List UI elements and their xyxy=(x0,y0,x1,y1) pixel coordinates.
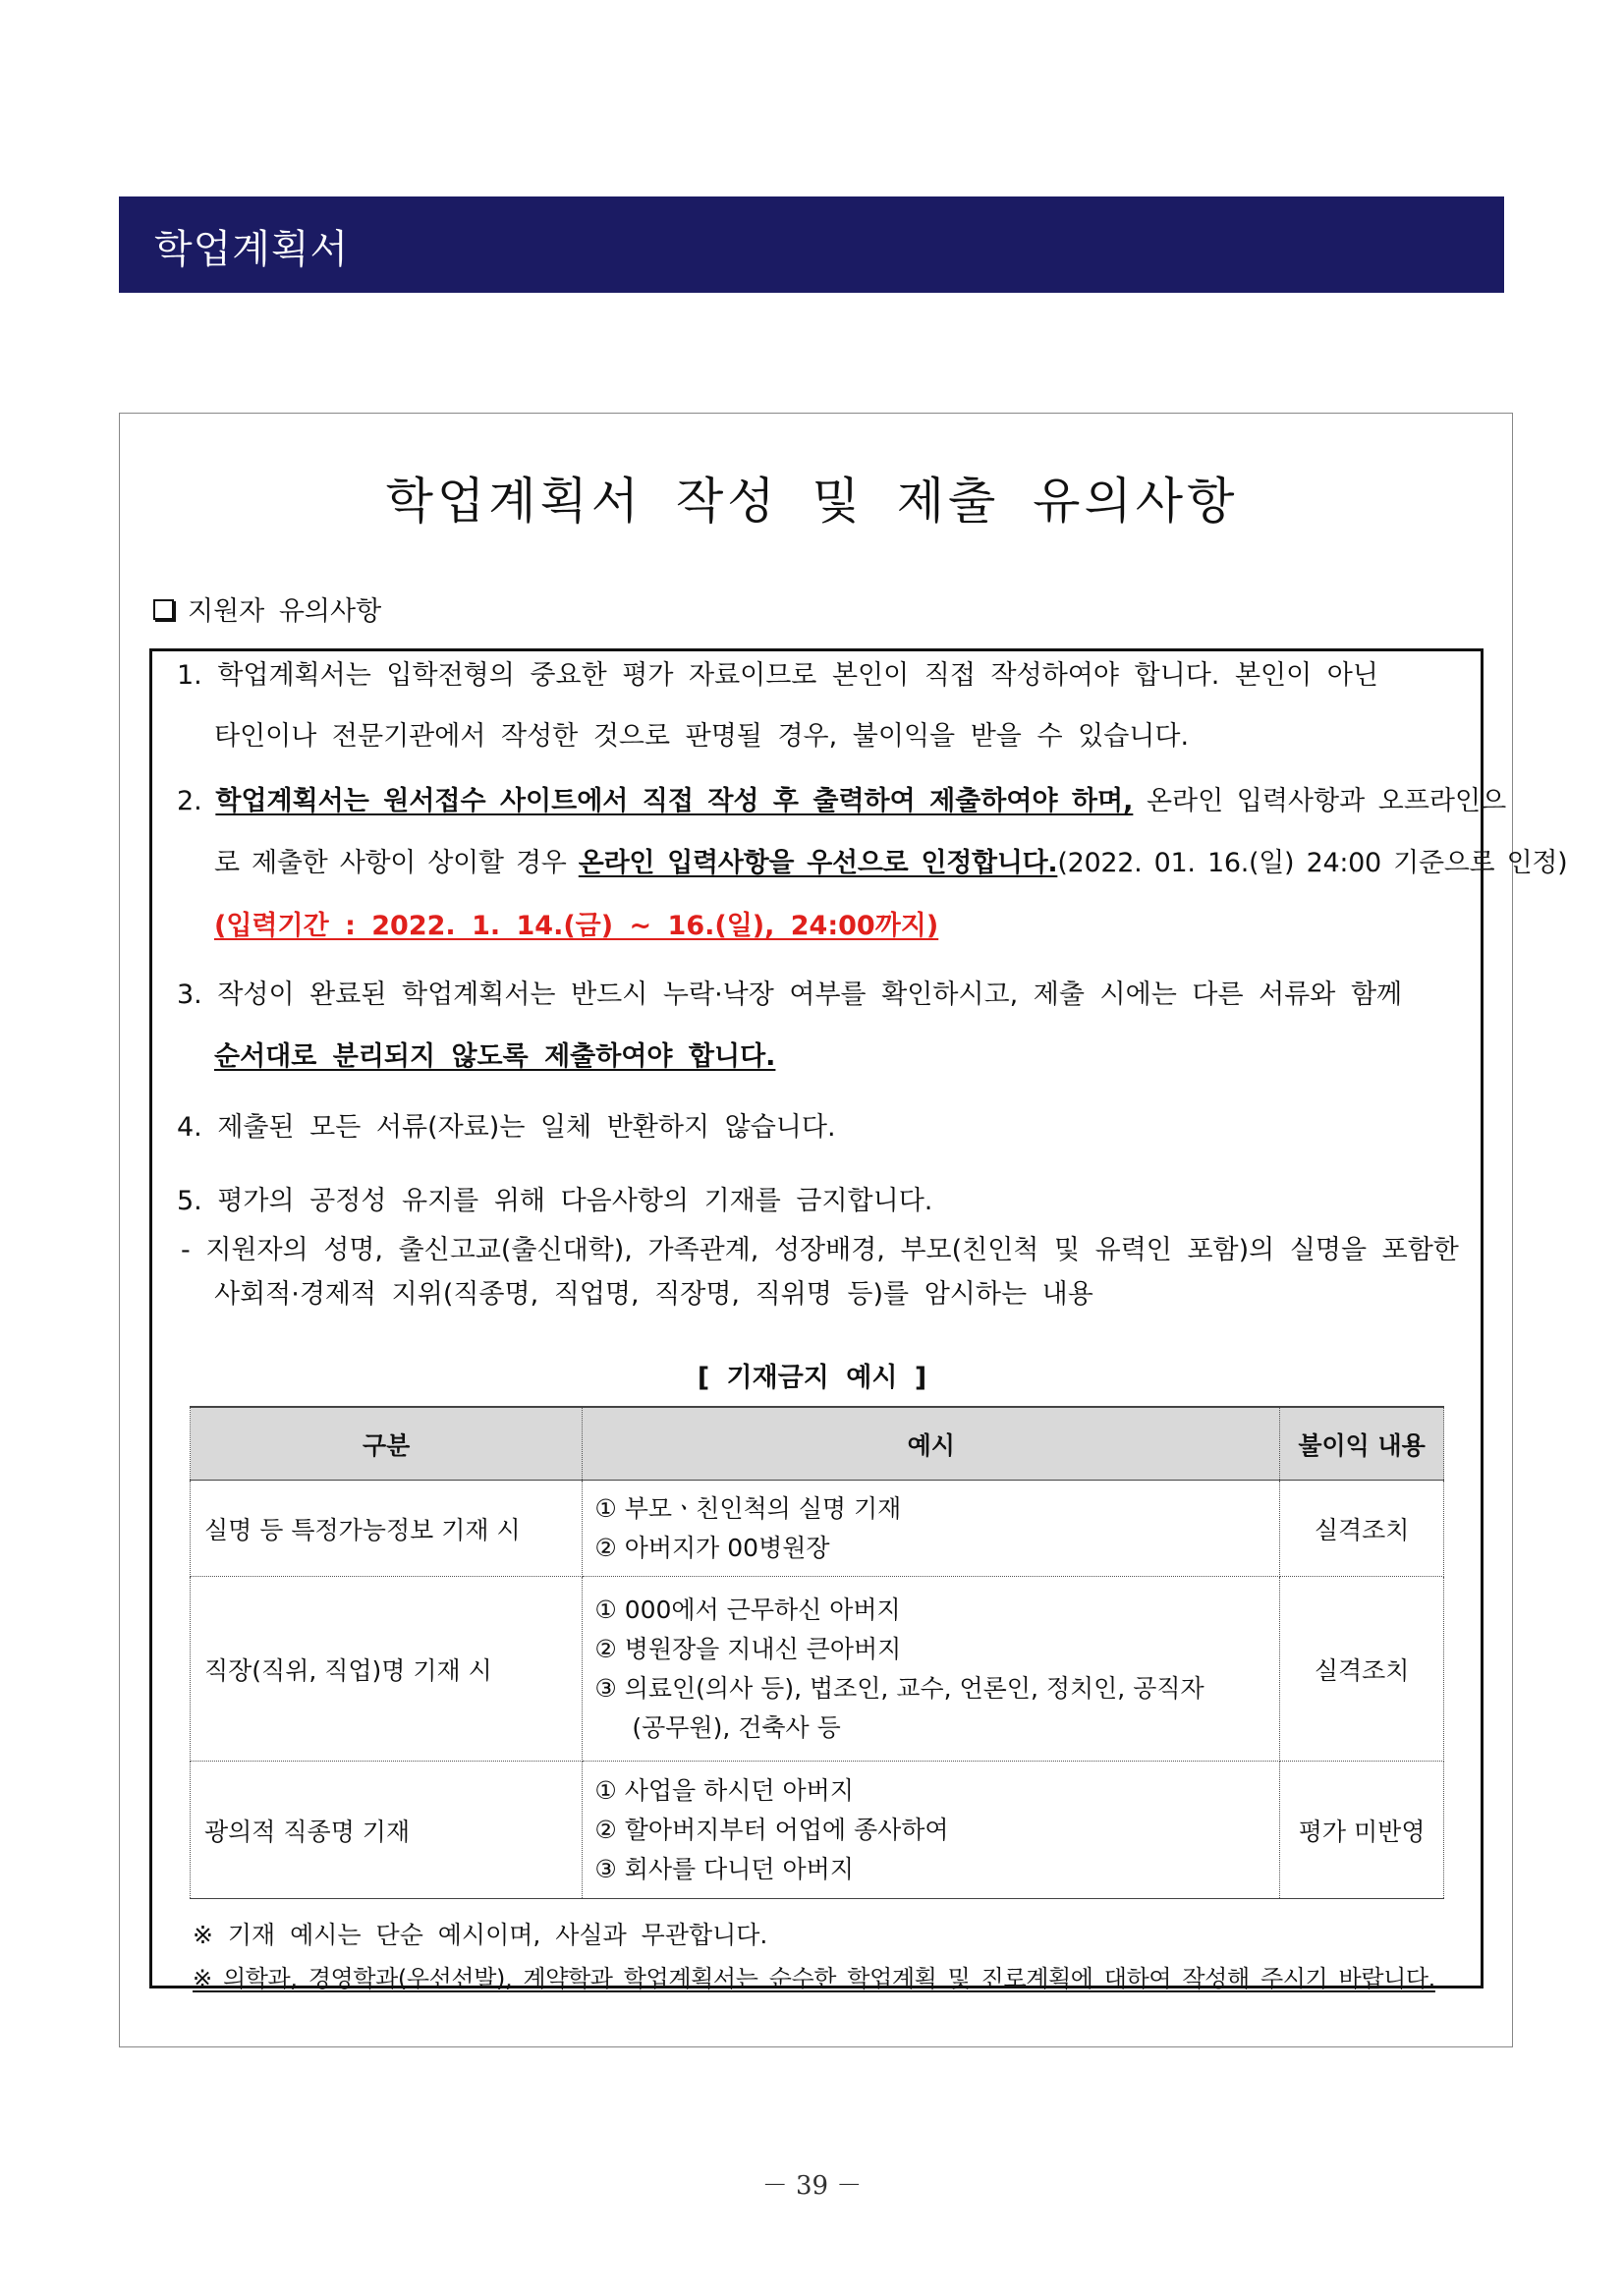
example-item: ② 병원장을 지내신 큰아버지 xyxy=(594,1634,902,1663)
item1-line2: 타인이나 전문기관에서 작성한 것으로 판명될 경우, 불이익을 받을 수 있습니다. xyxy=(214,721,1190,752)
example-item: ① 부모ㆍ친인척의 실명 기재 xyxy=(594,1493,902,1523)
row-category: 실명 등 특정가능정보 기재 시 xyxy=(191,1481,583,1577)
item4-line1: 4. 제출된 모든 서류(자료)는 일체 반환하지 않습니다. xyxy=(177,1112,836,1143)
table-header-row xyxy=(191,1407,1444,1481)
note-department-guidance: ※ 의학과, 경영학과(우선선발), 계약학과 학업계획서는 순수한 학업계획 및 진로계획에 대하여 작성해 주시기 바랍니다. xyxy=(193,1965,1435,1992)
input-period-notice: (입력기간 : 2022. 1. 14.(금) ~ 16.(일), 24:00까지) xyxy=(214,911,939,941)
example-item-cont-text: (공무원), 건축사 등 xyxy=(632,1712,841,1742)
row-penalty: 실격조치 xyxy=(1280,1577,1444,1762)
examples-title: [ 기재금지 예시 ] xyxy=(697,1363,927,1393)
example-item: ② 할아버지부터 어업에 종사하여 xyxy=(594,1815,949,1844)
section-header-bar xyxy=(119,196,1504,293)
table-row xyxy=(191,1762,1444,1899)
document-title: 학업계획서 작성 및 제출 유의사항 xyxy=(385,473,1239,530)
row-examples xyxy=(583,1762,1280,1899)
example-item: ① 사업을 하시던 아버지 xyxy=(594,1775,854,1805)
checkbox-square-icon xyxy=(153,599,174,620)
item2-line1-rest: 온라인 입력사항과 오프라인으 xyxy=(1133,786,1507,816)
row-category: 광의적 직종명 기재 xyxy=(191,1762,583,1899)
example-item: ① 000에서 근무하신 아버지 xyxy=(594,1595,901,1624)
item3-line2: 순서대로 분리되지 않도록 제출하여야 합니다. xyxy=(214,1041,776,1072)
example-item-continuation xyxy=(594,1708,1269,1748)
header-category: 구분 xyxy=(191,1407,583,1481)
item1-line1: 1. 학업계획서는 입학전형의 중요한 평가 자료이므로 본인이 직접 작성하여야 합니다. 본인이 아닌 xyxy=(177,660,1378,691)
item2-line1 xyxy=(177,779,1506,817)
section-heading xyxy=(153,589,381,628)
table-row xyxy=(191,1481,1444,1577)
item2-line2-pre: 로 제출한 사항이 상이할 경우 xyxy=(214,848,579,878)
section-header-title: 학업계획서 xyxy=(154,227,350,272)
header-examples: 예시 xyxy=(583,1407,1280,1481)
row-penalty: 평가 미반영 xyxy=(1280,1762,1444,1899)
item5-sub1: - 지원자의 성명, 출신고교(출신대학), 가족관계, 성장배경, 부모(친인척 및 유력인 포함)의 실명을 포함한 xyxy=(181,1235,1459,1265)
item5-sub2: 사회적·경제적 지위(직종명, 직업명, 직장명, 직위명 등)를 암시하는 내용 xyxy=(214,1279,1093,1310)
section-heading-label: 지원자 유의사항 xyxy=(188,596,382,627)
row-penalty: 실격조치 xyxy=(1280,1481,1444,1577)
header-penalty: 불이익 내용 xyxy=(1280,1407,1444,1481)
row-examples xyxy=(583,1481,1280,1577)
table-row xyxy=(191,1577,1444,1762)
prohibited-examples-table xyxy=(190,1406,1444,1899)
item2-line2-post: (2022. 01. 16.(일) 24:00 기준으로 인정) xyxy=(1057,848,1568,878)
row-category: 직장(직위, 직업)명 기재 시 xyxy=(191,1577,583,1762)
example-item: ② 아버지가 00병원장 xyxy=(594,1533,830,1562)
item2-line2 xyxy=(214,841,1567,879)
item2-line2-bold: 온라인 입력사항을 우선으로 인정합니다. xyxy=(578,848,1058,878)
example-item: ③ 의료인(의사 등), 법조인, 교수, 언론인, 정치인, 공직자 xyxy=(594,1673,1204,1703)
row-examples xyxy=(583,1577,1280,1762)
example-item: ③ 회사를 다니던 아버지 xyxy=(594,1854,854,1883)
note-disclaimer: ※ 기재 예시는 단순 예시이며, 사실과 무관합니다. xyxy=(193,1921,768,1949)
item2-bold-text: 학업계획서는 원서접수 사이트에서 직접 작성 후 출력하여 제출하여야 하며, xyxy=(215,786,1134,816)
page-number: － 39 － xyxy=(761,2171,863,2201)
item5-line1: 5. 평가의 공정성 유지를 위해 다음사항의 기재를 금지합니다. xyxy=(177,1186,933,1216)
item2-number: 2. xyxy=(177,786,202,816)
item3-line1: 3. 작성이 완료된 학업계획서는 반드시 누락·낙장 여부를 확인하시고, 제출 시에는 다른 서류와 함께 xyxy=(177,980,1403,1010)
